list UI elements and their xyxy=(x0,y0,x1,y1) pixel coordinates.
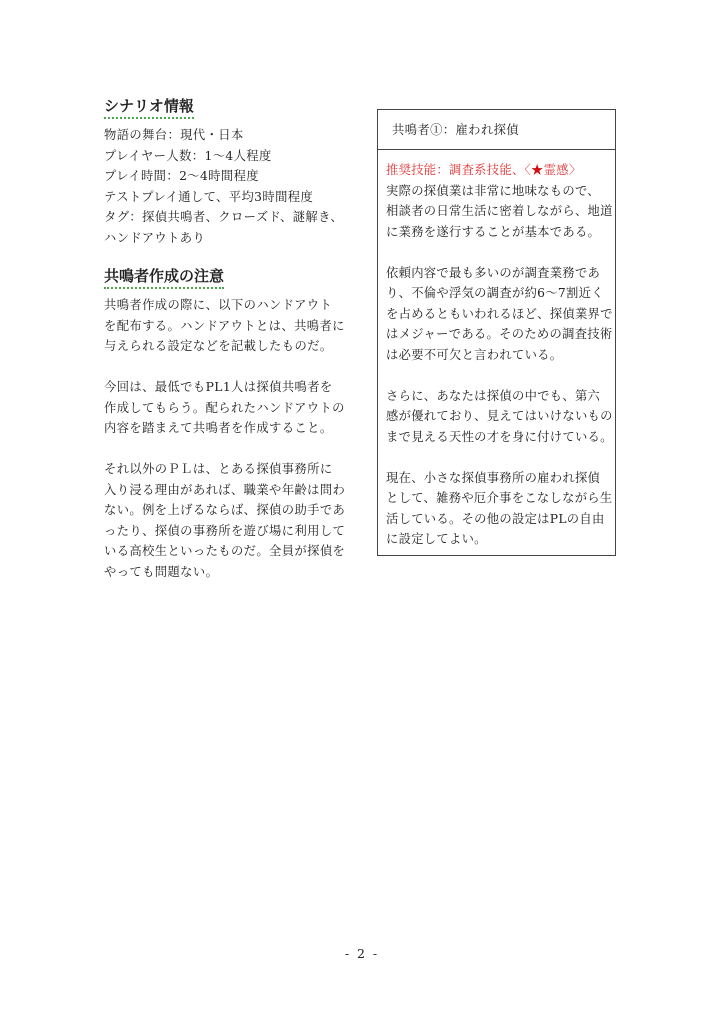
text-line: 共鳴者作成の際に、以下のハンドアウト xyxy=(104,298,333,312)
text-line: に業務を遂行することが基本である。 xyxy=(386,224,601,239)
text-line: 活している。その他の設定はPLの自由 xyxy=(386,511,605,526)
scenario-line: ハンドアウトあり xyxy=(104,230,206,245)
text-line: は必要不可欠と言われている。 xyxy=(386,347,563,362)
text-line: 相談者の日常生活に密着しながら、地道 xyxy=(386,204,613,218)
left-column xyxy=(104,96,358,582)
page-number: - 2 - xyxy=(344,946,380,961)
notes-paragraph xyxy=(104,295,358,357)
scenario-info-list xyxy=(104,125,358,248)
text-line: やっても問題ない。 xyxy=(104,564,219,579)
text-line: それ以外のＰＬは、とある探偵事務所に xyxy=(104,462,333,476)
scenario-line: タグ：探偵共鳴者、クローズド、謎解き、 xyxy=(104,210,344,224)
star-icon: ★ xyxy=(531,163,544,177)
skill-text: 推奨技能：調査系技能、〈 xyxy=(386,163,532,177)
creation-notes-heading: 共鳴者作成の注意 xyxy=(104,266,224,289)
text-line: いる高校生といったものだ。全員が探偵を xyxy=(104,544,346,558)
handout-title: 共鳴者①：雇われ探偵 xyxy=(378,110,615,150)
text-line: 依頼内容で最も多いのが調査業務であ xyxy=(386,265,601,280)
text-line: 現在、小さな探偵事務所の雇われ探偵 xyxy=(386,470,601,485)
text-line: を配布する。ハンドアウトとは、共鳴者に xyxy=(104,318,345,333)
text-line: として、雑務や厄介事をこなしながら生 xyxy=(386,491,613,505)
scenario-line: テストプレイ通して、平均3時間程度 xyxy=(104,189,314,204)
text-line: ない。例を上げるならば、探偵の助手であ xyxy=(104,503,346,517)
text-line: 感が優れており、見えてはいけないもの xyxy=(386,409,613,423)
text-line: を占めるともいわれるほど、探偵業界で xyxy=(386,306,613,321)
handout-box xyxy=(377,109,616,556)
skill-text: 霊感〉 xyxy=(543,163,582,177)
scenario-line: 物語の舞台：現代・日本 xyxy=(104,128,244,142)
scenario-line: プレイヤー人数：1〜4人程度 xyxy=(104,148,272,163)
text-line: に設定してよい。 xyxy=(386,532,487,546)
text-line: はメジャーである。そのための調査技術 xyxy=(386,327,613,341)
text-line: ったり、探偵の事務所を遊び場に利用して xyxy=(104,523,346,538)
handout-body xyxy=(378,150,615,550)
notes-paragraph xyxy=(104,459,358,582)
scenario-line: プレイ時間：2〜4時間程度 xyxy=(104,169,260,183)
text-line: り、不倫や浮気の調査が約6〜7割近く xyxy=(386,286,604,300)
text-line: 入り浸る理由があれば、職業や年齢は問わ xyxy=(104,482,346,497)
text-line: まで見える天性の才を身に付けている。 xyxy=(386,429,613,444)
text-line: 実際の探偵業は非常に地味なもので、 xyxy=(386,183,600,198)
recommended-skills xyxy=(386,160,615,181)
text-line: 内容を踏まえて共鳴者を作成すること。 xyxy=(104,421,333,435)
text-line: 今回は、最低でもPL1人は探偵共鳴者を xyxy=(104,380,333,394)
scenario-info-heading: シナリオ情報 xyxy=(104,96,194,119)
text-line: さらに、あなたは探偵の中でも、第六 xyxy=(386,388,601,403)
text-line: 作成してもらう。配られたハンドアウトの xyxy=(104,400,345,415)
text-line: 与えられる設定などを記載したものだ。 xyxy=(104,339,333,353)
notes-paragraph xyxy=(104,377,358,439)
